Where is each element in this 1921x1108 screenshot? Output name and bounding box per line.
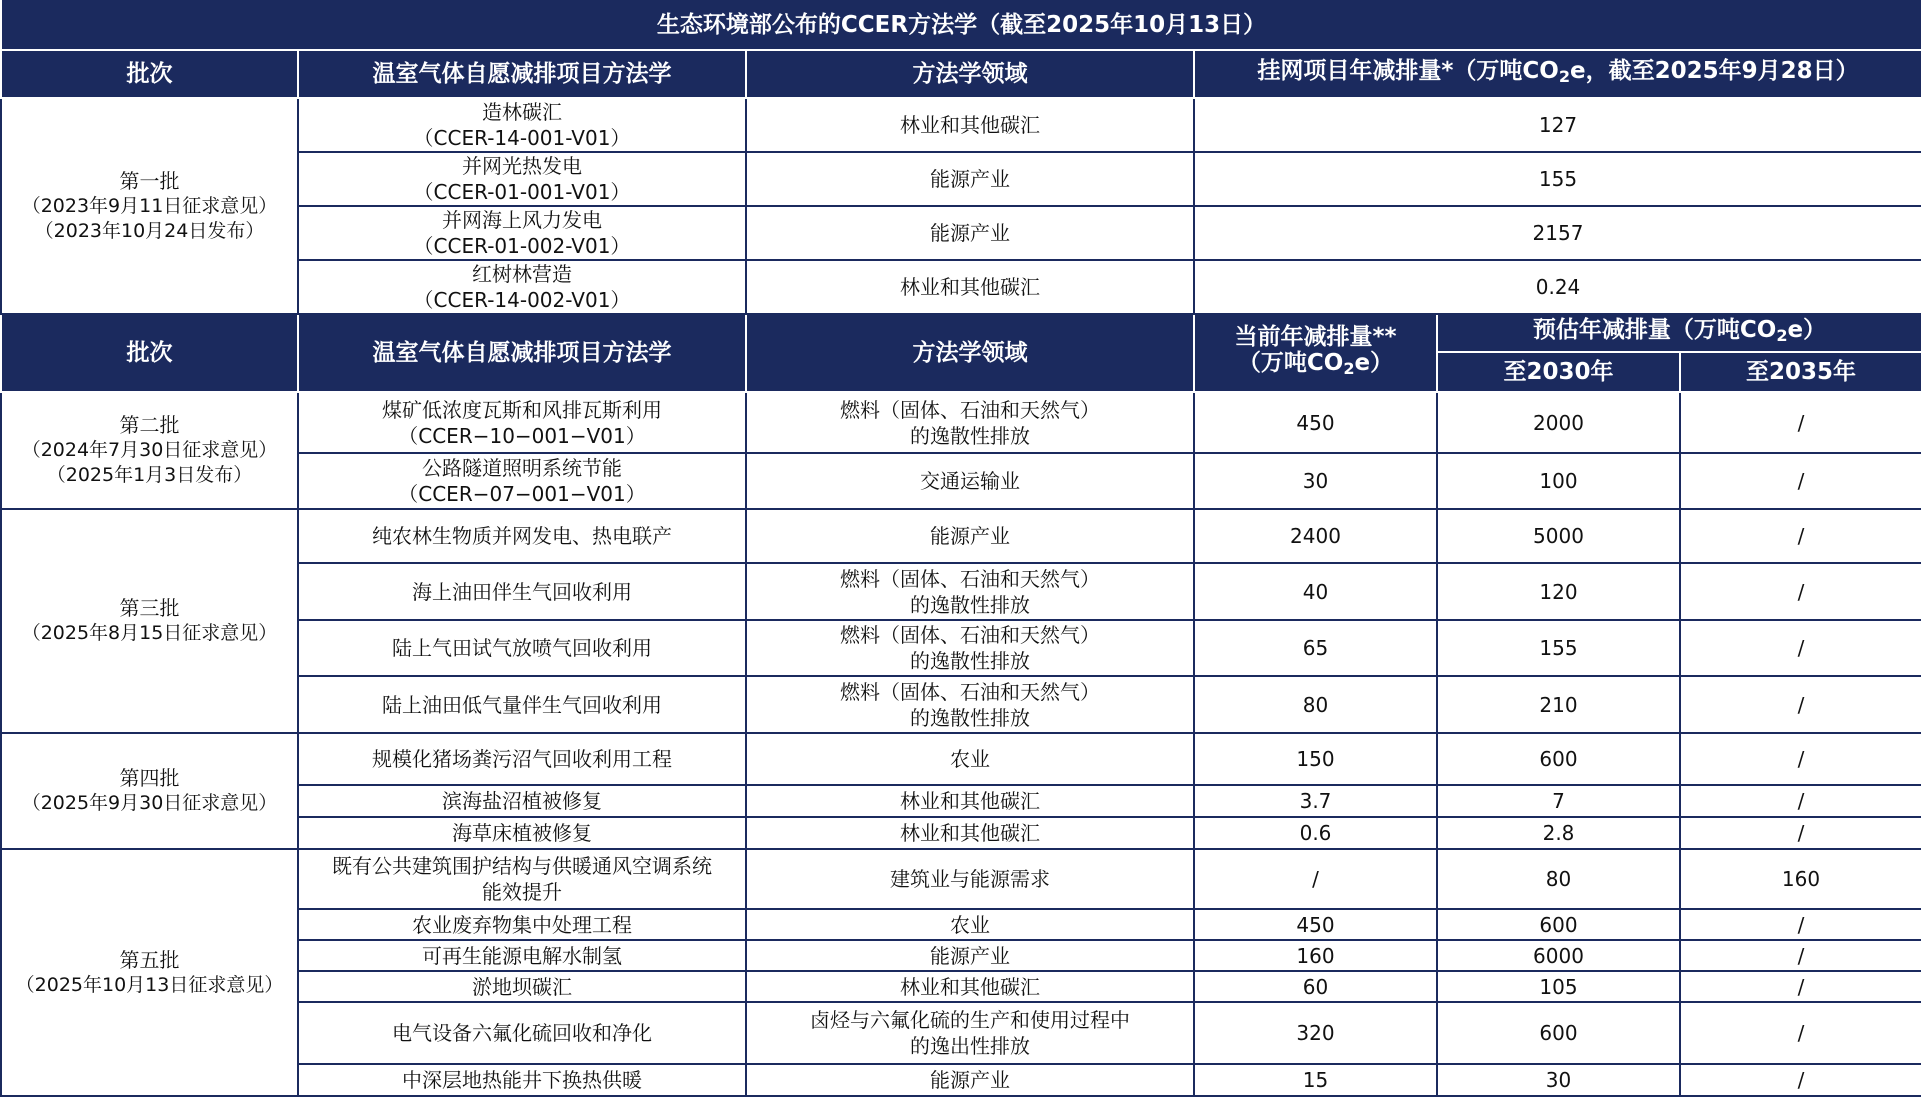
current-value-cell: 15	[1194, 1064, 1437, 1096]
field-cell: 农业	[746, 733, 1194, 785]
current-value-cell: 450	[1194, 392, 1437, 453]
current-value-cell: 40	[1194, 563, 1437, 620]
field-cell: 林业和其他碳汇	[746, 817, 1194, 849]
header2-current-reduction: 当前年减排量** （万吨$CO_2e$）	[1194, 314, 1437, 392]
methodology-cell: 既有公共建筑围护结构与供暖通风空调系统 能效提升	[298, 849, 746, 909]
field-cell: 林业和其他碳汇	[746, 260, 1194, 314]
batch3-note1: （2025年8月15日征求意见）	[21, 622, 278, 644]
field-cell: 燃料（固体、石油和天然气） 的逸散性排放	[746, 676, 1194, 733]
methodology-cell: 红树林营造 （CCER-14-002-V01）	[298, 260, 746, 314]
y2030-value-cell: 155	[1437, 620, 1680, 676]
methodology-cell: 造林碳汇 （CCER-14-001-V01）	[298, 98, 746, 152]
batch1-name: 第一批	[119, 168, 180, 193]
annual-value-cell: 0.24	[1194, 260, 1921, 314]
methodology-cell: 农业废弃物集中处理工程	[298, 909, 746, 940]
y2030-value-cell: 600	[1437, 1002, 1680, 1064]
field-cell: 交通运输业	[746, 453, 1194, 509]
annual-value-cell: 155	[1194, 152, 1921, 206]
annual-value-cell: 127	[1194, 98, 1921, 152]
methodology-cell: 淤地坝碳汇	[298, 971, 746, 1002]
header2-methodology: 温室气体自愿减排项目方法学	[298, 314, 746, 392]
y2030-value-cell: 80	[1437, 849, 1680, 909]
current-value-cell: 150	[1194, 733, 1437, 785]
field-cell: 农业	[746, 909, 1194, 940]
y2035-value-cell: /	[1680, 563, 1921, 620]
y2035-value-cell: /	[1680, 509, 1921, 563]
current-value-cell: 3.7	[1194, 785, 1437, 817]
y2035-value-cell: 160	[1680, 849, 1921, 909]
y2030-value-cell: 600	[1437, 733, 1680, 785]
field-cell: 能源产业	[746, 152, 1194, 206]
y2035-value-cell: /	[1680, 785, 1921, 817]
methodology-cell: 煤矿低浓度瓦斯和风排瓦斯利用 （CCER−10−001−V01）	[298, 392, 746, 453]
methodology-cell: 纯农林生物质并网发电、热电联产	[298, 509, 746, 563]
y2035-value-cell: /	[1680, 676, 1921, 733]
current-value-cell: 65	[1194, 620, 1437, 676]
header-batch: 批次	[1, 50, 298, 98]
batch2-note1: （2024年7月30日征求意见）	[21, 439, 278, 461]
batch3-cell	[1, 509, 298, 733]
y2030-value-cell: 210	[1437, 676, 1680, 733]
methodology-cell: 并网海上风力发电 （CCER-01-002-V01）	[298, 206, 746, 260]
y2030-value-cell: 6000	[1437, 940, 1680, 971]
header2-to2030: 至2030年	[1437, 352, 1680, 392]
current-value-cell: 60	[1194, 971, 1437, 1002]
batch1-note1: （2023年9月11日征求意见）	[21, 194, 278, 217]
field-cell: 燃料（固体、石油和天然气） 的逸散性排放	[746, 620, 1194, 676]
y2035-value-cell: /	[1680, 940, 1921, 971]
batch2-note2: （2025年1月3日发布）	[46, 464, 253, 486]
y2030-value-cell: 5000	[1437, 509, 1680, 563]
annual-value-cell: 2157	[1194, 206, 1921, 260]
batch3-name: 第三批	[119, 596, 180, 620]
y2035-value-cell: /	[1680, 1064, 1921, 1096]
current-value-cell: 2400	[1194, 509, 1437, 563]
batch4-note1: （2025年9月30日征求意见）	[21, 792, 278, 814]
y2035-value-cell: /	[1680, 453, 1921, 509]
current-value-cell: 80	[1194, 676, 1437, 733]
current-value-cell: 160	[1194, 940, 1437, 971]
header-listed-annual-reduction: 挂网项目年减排量*（万吨$CO_2e$，截至2025年9月28日）	[1194, 50, 1921, 98]
current-value-cell: 450	[1194, 909, 1437, 940]
batch5-note1: （2025年10月13日征求意见）	[15, 973, 284, 996]
y2035-value-cell: /	[1680, 620, 1921, 676]
field-cell: 林业和其他碳汇	[746, 971, 1194, 1002]
y2035-value-cell: /	[1680, 909, 1921, 940]
methodology-cell: 陆上气田试气放喷气回收利用	[298, 620, 746, 676]
y2030-value-cell: 600	[1437, 909, 1680, 940]
field-cell: 林业和其他碳汇	[746, 785, 1194, 817]
batch2-name: 第二批	[119, 413, 180, 437]
batch2-cell	[1, 392, 298, 509]
methodology-cell: 规模化猪场粪污沼气回收利用工程	[298, 733, 746, 785]
header2-field: 方法学领域	[746, 314, 1194, 392]
batch4-name: 第四批	[119, 766, 180, 790]
field-cell: 建筑业与能源需求	[746, 849, 1194, 909]
y2035-value-cell: /	[1680, 1002, 1921, 1064]
header2-batch: 批次	[1, 314, 298, 392]
methodology-cell: 中深层地热能井下换热供暖	[298, 1064, 746, 1096]
header2-to2035: 至2035年	[1680, 352, 1921, 392]
header2-estimated-reduction: 预估年减排量（万吨$CO_2e$）	[1437, 314, 1921, 352]
field-cell: 能源产业	[746, 1064, 1194, 1096]
current-value-cell: 320	[1194, 1002, 1437, 1064]
batch1-note2: （2023年10月24日发布）	[34, 219, 265, 242]
y2030-value-cell: 2.8	[1437, 817, 1680, 849]
current-value-cell: /	[1194, 849, 1437, 909]
y2030-value-cell: 105	[1437, 971, 1680, 1002]
y2030-value-cell: 7	[1437, 785, 1680, 817]
field-cell: 林业和其他碳汇	[746, 98, 1194, 152]
methodology-cell: 可再生能源电解水制氢	[298, 940, 746, 971]
batch1-cell	[1, 98, 298, 314]
y2035-value-cell: /	[1680, 733, 1921, 785]
table-title: 生态环境部公布的CCER方法学（截至2025年10月13日）	[1, 0, 1921, 50]
methodology-cell: 陆上油田低气量伴生气回收利用	[298, 676, 746, 733]
field-cell: 卤烃与六氟化硫的生产和使用过程中 的逸出性排放	[746, 1002, 1194, 1064]
field-cell: 能源产业	[746, 206, 1194, 260]
batch5-cell	[1, 849, 298, 1096]
methodology-cell: 滨海盐沼植被修复	[298, 785, 746, 817]
y2035-value-cell: /	[1680, 392, 1921, 453]
y2035-value-cell: /	[1680, 971, 1921, 1002]
batch4-cell	[1, 733, 298, 849]
current-value-cell: 30	[1194, 453, 1437, 509]
field-cell: 能源产业	[746, 940, 1194, 971]
y2030-value-cell: 2000	[1437, 392, 1680, 453]
y2030-value-cell: 30	[1437, 1064, 1680, 1096]
methodology-cell: 并网光热发电 （CCER-01-001-V01）	[298, 152, 746, 206]
methodology-cell: 海草床植被修复	[298, 817, 746, 849]
field-cell: 燃料（固体、石油和天然气） 的逸散性排放	[746, 563, 1194, 620]
y2030-value-cell: 120	[1437, 563, 1680, 620]
header-field: 方法学领域	[746, 50, 1194, 98]
methodology-cell: 海上油田伴生气回收利用	[298, 563, 746, 620]
batch5-name: 第五批	[119, 947, 180, 972]
methodology-cell: 电气设备六氟化硫回收和净化	[298, 1002, 746, 1064]
y2035-value-cell: /	[1680, 817, 1921, 849]
methodology-cell: 公路隧道照明系统节能 （CCER−07−001−V01）	[298, 453, 746, 509]
field-cell: 燃料（固体、石油和天然气） 的逸散性排放	[746, 392, 1194, 453]
field-cell: 能源产业	[746, 509, 1194, 563]
y2030-value-cell: 100	[1437, 453, 1680, 509]
header-methodology: 温室气体自愿减排项目方法学	[298, 50, 746, 98]
current-value-cell: 0.6	[1194, 817, 1437, 849]
